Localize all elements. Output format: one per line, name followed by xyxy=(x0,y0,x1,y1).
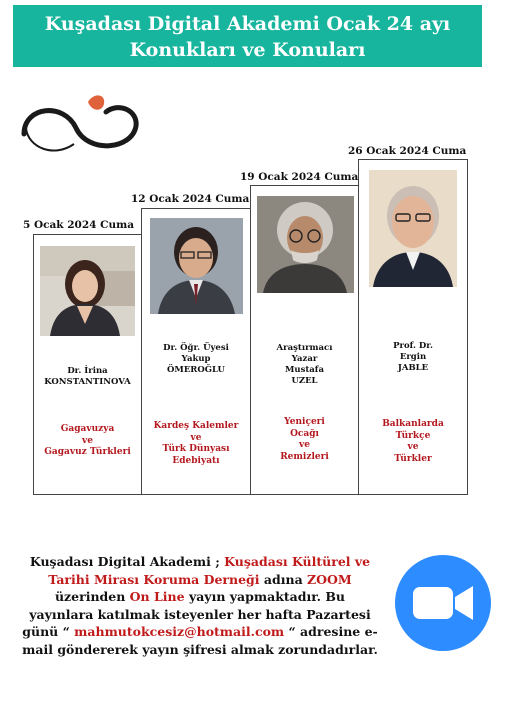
speaker-photo-2 xyxy=(150,218,243,314)
date-label-4: 26 Ocak 2024 Cuma xyxy=(348,145,467,157)
speaker-card-3 xyxy=(250,185,359,495)
date-label-3: 19 Ocak 2024 Cuma xyxy=(240,171,359,183)
zoom-word: ZOOM xyxy=(307,571,352,587)
speaker-photo-4 xyxy=(369,170,457,287)
title-line-2: Konukları ve Konuları xyxy=(129,39,366,61)
date-label-1: 5 Ocak 2024 Cuma xyxy=(23,219,135,231)
speaker-name-3: Araştırmacı Yazar Mustafa UZEL xyxy=(276,343,333,386)
speaker-topic-4: Balkanlarda Türkçe ve Türkler xyxy=(382,419,444,464)
association-name: Kuşadası Kültürel ve Tarihi Mirası Koruma Derneği xyxy=(48,554,371,587)
speaker-name-2: Dr. Öğr. Üyesi Yakup ÖMEROĞLU xyxy=(163,343,229,375)
speaker-topic-1: Gagavuzya ve Gagavuz Türkleri xyxy=(44,424,131,457)
online-word: On Line xyxy=(129,589,185,605)
zoom-logo-icon xyxy=(395,555,491,651)
date-label-2: 12 Ocak 2024 Cuma xyxy=(131,193,250,205)
speaker-card-4 xyxy=(358,159,468,495)
title-banner xyxy=(13,5,482,67)
speaker-topic-3: Yeniçeri Ocağı ve Remizleri xyxy=(280,417,329,462)
speaker-card-2 xyxy=(141,208,251,495)
speaker-photo-1 xyxy=(40,246,135,336)
speaker-name-1: Dr. İrina KONSTANTINOVA xyxy=(44,366,131,387)
infinity-swoosh-logo-icon xyxy=(14,88,144,166)
speaker-topic-2: Kardeş Kalemler ve Türk Dünyası Edebiyatı xyxy=(153,421,239,466)
title-line-1: Kuşadası Digital Akademi Ocak 24 ayı xyxy=(44,13,451,35)
info-paragraph: Kuşadası Digital Akademi ; Kuşadası Kültürel ve Tarihi Mirası Koruma Derneği adına ZOOM üzerinden On Line yayın yapmaktadır. Bu yayınlara katılmak isteyenler her hafta Pazartesi günü “ mahmutokcesiz@hotmail.com “ adresine e-mail göndererek yayın şifresi almak zorundadırlar. xyxy=(22,554,378,657)
speaker-name-4: Prof. Dr. Ergin JABLE xyxy=(393,341,433,373)
speaker-card-1 xyxy=(33,234,142,495)
email-link[interactable]: mahmutokcesiz@hotmail.com xyxy=(74,624,285,640)
speaker-photo-3 xyxy=(257,196,354,293)
